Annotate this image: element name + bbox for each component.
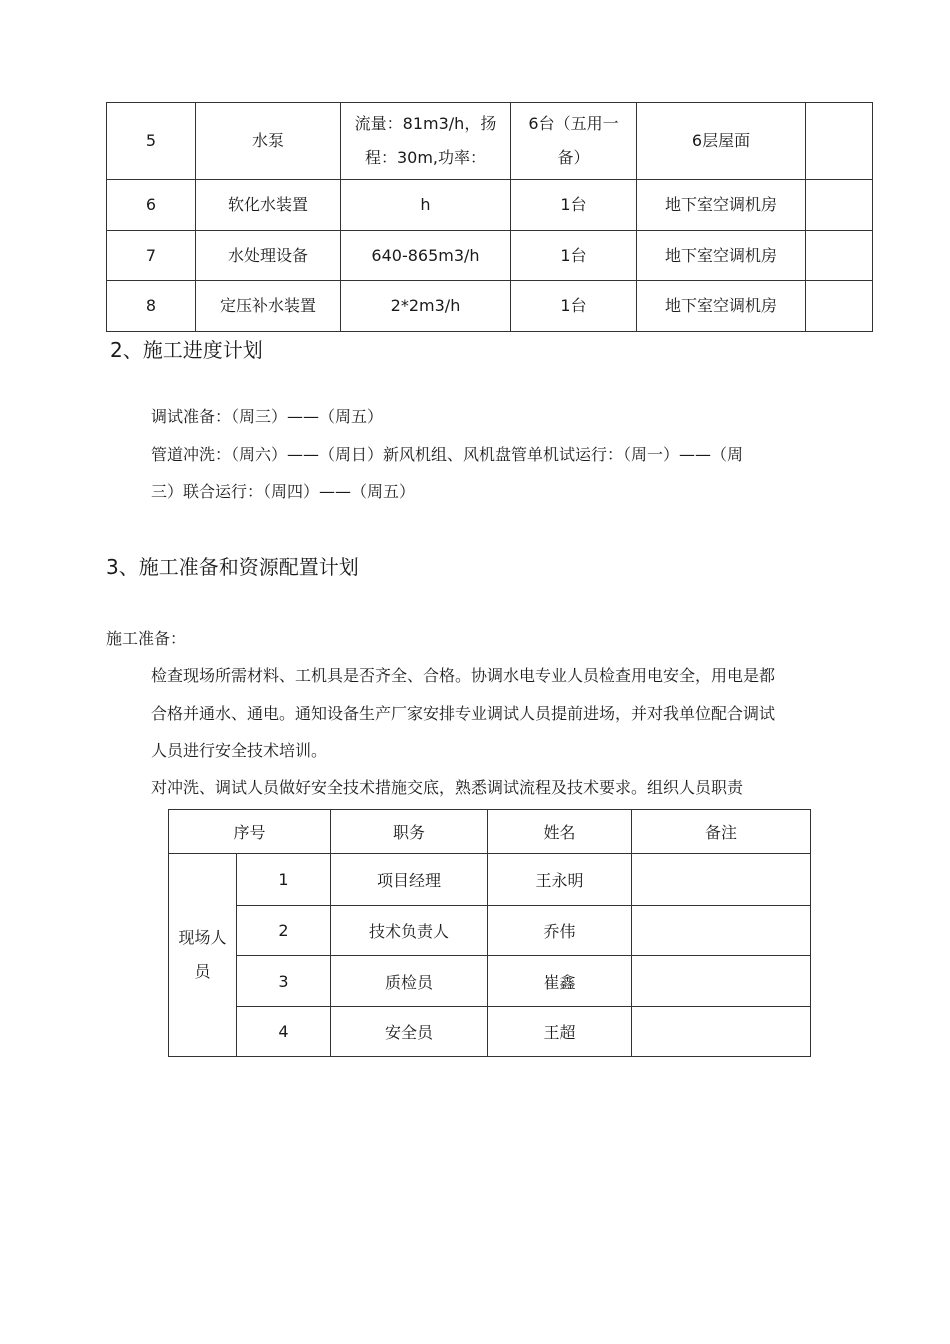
schedule-line: 三）联合运行：（周四）——（周五） bbox=[151, 482, 416, 501]
prep-line: 合格并通水、通电。通知设备生产厂家安排专业调试人员提前进场，并对我单位配合调试 bbox=[151, 704, 776, 723]
equipment-qty: 6台（五用一 备） bbox=[511, 103, 637, 180]
row-number: 7 bbox=[107, 231, 196, 281]
equipment-name: 水泵 bbox=[196, 103, 341, 180]
table-row bbox=[107, 180, 873, 231]
equipment-spec: 640-865m3/h bbox=[341, 231, 511, 281]
header-name: 姓名 bbox=[488, 810, 632, 854]
equipment-note bbox=[806, 103, 873, 180]
schedule-line: 调试准备：（周三）——（周五） bbox=[151, 407, 384, 426]
group-label: 现场人 员 bbox=[169, 854, 237, 1057]
row-number: 8 bbox=[107, 281, 196, 332]
table-row bbox=[169, 906, 811, 956]
table-row bbox=[169, 1007, 811, 1057]
row-number: 6 bbox=[107, 180, 196, 231]
table-row bbox=[107, 231, 873, 281]
row-number: 3 bbox=[237, 956, 331, 1007]
equipment-name: 定压补水装置 bbox=[196, 281, 341, 332]
table-row bbox=[169, 956, 811, 1007]
equipment-qty: 1台 bbox=[511, 180, 637, 231]
equipment-location: 6层屋面 bbox=[637, 103, 806, 180]
prep-line: 人员进行安全技术培训。 bbox=[151, 741, 328, 760]
staff-role: 质检员 bbox=[331, 956, 488, 1007]
prep-line: 对冲洗、调试人员做好安全技术措施交底，熟悉调试流程及技术要求。组织人员职责 bbox=[151, 778, 744, 797]
table-row bbox=[107, 281, 873, 332]
table-row bbox=[107, 103, 873, 180]
staff-note bbox=[632, 956, 811, 1007]
equipment-spec: 流量：81m3/h，扬 程：30m,功率： bbox=[341, 103, 511, 180]
section-3-title: 3、施工准备和资源配置计划 bbox=[106, 555, 359, 579]
staff-name: 乔伟 bbox=[488, 906, 632, 956]
table-header-row bbox=[169, 810, 811, 854]
header-note: 备注 bbox=[632, 810, 811, 854]
staff-note bbox=[632, 906, 811, 956]
equipment-note bbox=[806, 281, 873, 332]
equipment-location: 地下室空调机房 bbox=[637, 180, 806, 231]
staff-name: 崔鑫 bbox=[488, 956, 632, 1007]
table-row bbox=[169, 854, 811, 906]
header-role: 职务 bbox=[331, 810, 488, 854]
staff-role: 项目经理 bbox=[331, 854, 488, 906]
staff-role: 安全员 bbox=[331, 1007, 488, 1057]
equipment-spec: 2*2m3/h bbox=[341, 281, 511, 332]
equipment-spec: h bbox=[341, 180, 511, 231]
section-2-title: 2、施工进度计划 bbox=[110, 338, 263, 362]
row-number: 5 bbox=[107, 103, 196, 180]
equipment-name: 软化水装置 bbox=[196, 180, 341, 231]
schedule-line: 管道冲洗：（周六）——（周日）新风机组、风机盘管单机试运行：（周一）——（周 bbox=[151, 445, 744, 464]
equipment-location: 地下室空调机房 bbox=[637, 281, 806, 332]
staff-name: 王超 bbox=[488, 1007, 632, 1057]
prep-label: 施工准备： bbox=[106, 629, 187, 648]
equipment-location: 地下室空调机房 bbox=[637, 231, 806, 281]
equipment-qty: 1台 bbox=[511, 281, 637, 332]
row-number: 1 bbox=[237, 854, 331, 906]
row-number: 4 bbox=[237, 1007, 331, 1057]
staff-table bbox=[168, 809, 811, 1057]
equipment-name: 水处理设备 bbox=[196, 231, 341, 281]
row-number: 2 bbox=[237, 906, 331, 956]
staff-name: 王永明 bbox=[488, 854, 632, 906]
equipment-qty: 1台 bbox=[511, 231, 637, 281]
header-number: 序号 bbox=[169, 810, 331, 854]
equipment-note bbox=[806, 180, 873, 231]
prep-line: 检查现场所需材料、工机具是否齐全、合格。协调水电专业人员检查用电安全，用电是都 bbox=[151, 666, 776, 685]
staff-role: 技术负责人 bbox=[331, 906, 488, 956]
staff-note bbox=[632, 854, 811, 906]
staff-note bbox=[632, 1007, 811, 1057]
equipment-note bbox=[806, 231, 873, 281]
equipment-table bbox=[106, 102, 873, 332]
